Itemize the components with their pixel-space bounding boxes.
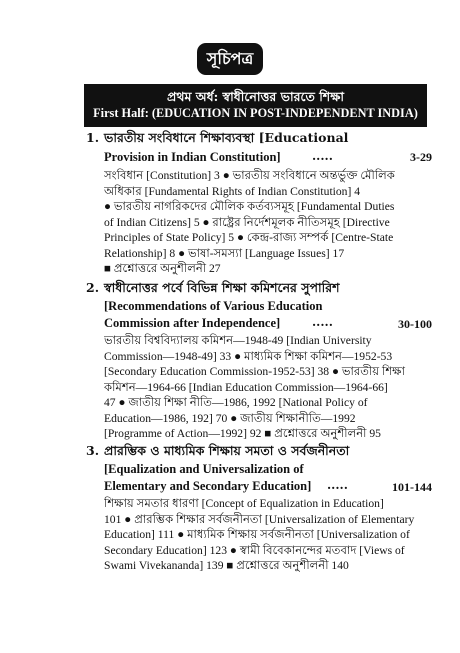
subtopic-line: 101 ● প্রারম্ভিক শিক্ষার সর্বজনীনতা [Universalization of Elementary (104, 512, 415, 526)
entry-number: 2. (86, 280, 100, 295)
entry-number: 1. (86, 130, 100, 145)
subtopic-line: Commission—1948-49] 33 ● মাধ্যমিক শিক্ষা কমিশন—1952-53 (104, 349, 393, 363)
subtopic-line: অধিকার [Fundamental Rights of Indian Constitution] 4 (104, 184, 361, 198)
entry-heading-line: Commission after Independence] (104, 316, 281, 330)
entry-number: 3. (86, 443, 100, 458)
subtopic-line: Education—1986, 192] 70 ● জাতীয় শিক্ষানীতি—1992 (104, 411, 356, 425)
entry-heading-line: Elementary and Secondary Education] (104, 479, 312, 493)
subtopic-line: 47 ● জাতীয় শিক্ষা নীতি—1986, 1992 [National Policy of (104, 396, 368, 409)
entry-pages: 3-29 (410, 150, 432, 164)
subtopic-line: Principles of State Policy] 5 ● কেন্দ্র-রাজ্য সম্পর্ক [Centre-State (104, 231, 394, 244)
entry-heading-line: স্বাধীনোত্তর পর্বে বিভিন্ন শিক্ষা কমিশনের সুপারিশ (104, 280, 340, 295)
leader-dots: ..... (327, 478, 348, 492)
entry-pages: 30-100 (398, 317, 432, 331)
leader-dots: ..... (312, 315, 333, 329)
first-half-title-en: First Half: (EDUCATION IN POST-INDEPENDENT INDIA) (93, 106, 418, 120)
first-half-banner (84, 84, 427, 127)
entry-subtopics (104, 333, 434, 442)
subtopic-line: কমিশন—1964-66 [Indian Education Commission—1964-66] (104, 380, 388, 394)
subtopic-line: of Indian Citizens] 5 ● রাষ্ট্রের নির্দেশমূলক নীতিসমূহ [Directive (104, 215, 390, 229)
subtopic-line: Education] 111 ● মাধ্যমিক শিক্ষায় সর্বজনীনতা [Universalization of (104, 528, 410, 541)
entry-heading-line: Provision in Indian Constitution] (104, 150, 281, 164)
entry-heading-line: [Equalization and Universalization of (104, 462, 304, 476)
subtopic-line: শিক্ষায় সমতার ধারণা [Concept of Equalization in Education] (104, 497, 384, 510)
subtopic-line: Swami Vivekananda] 139 ■ প্রশ্নোত্তরে অনুশীলনী 140 (104, 559, 349, 572)
entry-pages: 101-144 (392, 480, 432, 494)
subtopic-line: [Secondary Education Commission-1952-53] 38 ● ভারতীয় শিক্ষা (104, 365, 405, 378)
entry-subtopics (104, 496, 434, 574)
subtopic-line: Secondary Education] 123 ● স্বামী বিবেকানন্দের মতবাদ [Views of (104, 543, 405, 557)
subtopic-line: ভারতীয় বিশ্ববিদ্যালয় কমিশন—1948-49 [Indian University (104, 334, 372, 347)
subtopic-line: Relationship] 8 ● ভাষা-সমস্যা [Language Issues] 17 (104, 246, 345, 260)
leader-dots: ..... (312, 149, 333, 163)
first-half-title-bn: প্রথম অর্ধ: স্বাধীনোত্তর ভারতে শিক্ষা (167, 89, 344, 104)
page-title: সূচিপত্র (197, 43, 263, 75)
entry-heading-line: ভারতীয় সংবিধানে শিক্ষাব্যবস্থা [Educational (104, 130, 349, 145)
entry-subtopics (104, 168, 434, 277)
subtopic-line: সংবিধান [Constitution] 3 ● ভারতীয় সংবিধানে অন্তর্ভুক্ত মৌলিক (104, 169, 395, 182)
subtopic-line: ● ভারতীয় নাগরিকদের মৌলিক কর্তব্যসমূহ [Fundamental Duties (104, 200, 395, 213)
subtopic-line: [Programme of Action—1992] 92 ■ প্রশ্নোত্তরে অনুশীলনী 95 (104, 427, 381, 440)
subtopic-line: ■ প্রশ্নোত্তরে অনুশীলনী 27 (104, 262, 221, 275)
entry-heading-line: [Recommendations of Various Education (104, 299, 323, 313)
entry-heading-line: প্রারম্ভিক ও মাধ্যমিক শিক্ষায় সমতা ও সর্বজনীনতা (104, 443, 350, 458)
